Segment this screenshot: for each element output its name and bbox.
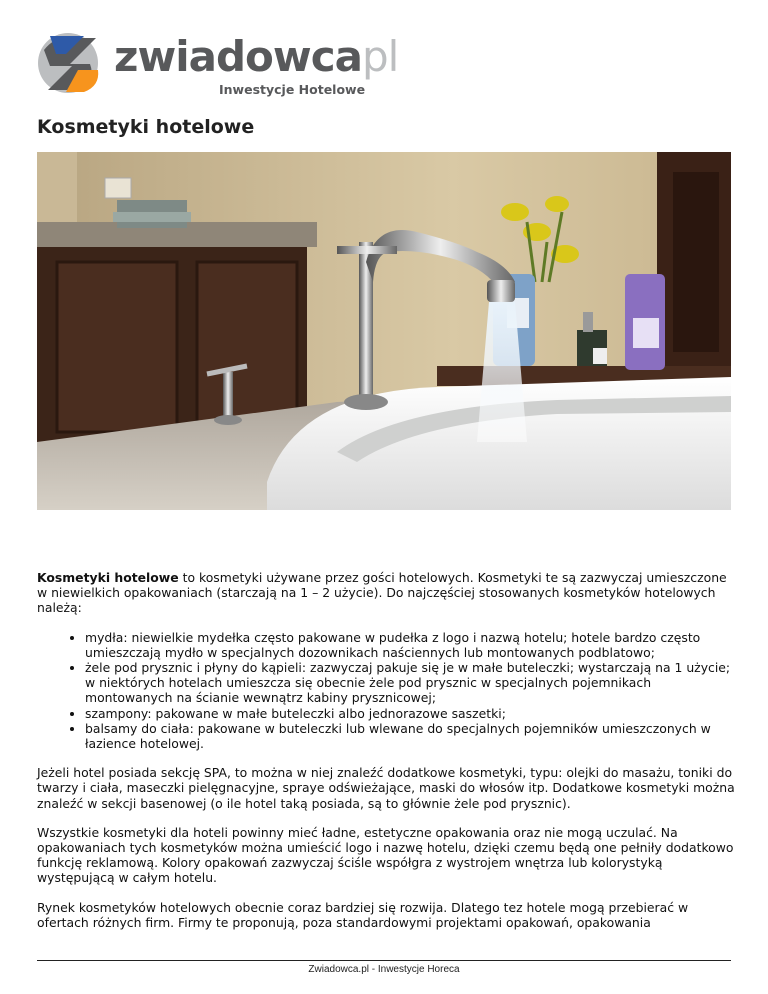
intro-text: to kosmetyki używane przez gości hotelowych. Kosmetyki te są zazwyczaj umieszczone w niewielkich opakowaniach (starczają na 1 – 2 użycie). Do najczęściej stosowanych kosmetyków hotelowych należą: [37, 570, 727, 616]
paragraph: Wszystkie kosmetyki dla hoteli powinny mieć ładne, estetyczne opakowania oraz nie mogą uczulać. Na opakowaniach tych kosmetyków można umieścić logo i nazwę hotelu, dzięki czemu będą one pełniły dodatkowo funkcję reklamową. Kolory opakowań zazwyczaj ściśle współgra z wystrojem wnętrza lub kolorystyką występującą w całym hotelu. [37, 824, 734, 886]
site-logo[interactable] [36, 30, 436, 100]
list-item: • mydła: niewielkie mydełka często pakowane w pudełka z logo i nazwą hotelu; hotele bardzo często umieszczają mydło w specjalnych dozownikach naściennych lub montowanych podblatowo; [85, 630, 737, 660]
page-footer: Zwiadowca.pl - Inwestycje Horeca [308, 964, 460, 975]
logo-mark-icon [36, 30, 106, 96]
article-body [37, 570, 737, 944]
intro-bold: Kosmetyki hotelowe [37, 570, 179, 585]
logo-tld: pl [361, 32, 399, 81]
logo-wordmark [114, 32, 399, 81]
paragraph: Rynek kosmetyków hotelowych obecnie coraz bardziej się rozwija. Dlatego tez hotele mogą przebierać w ofertach różnych firm. Firmy te proponują, poza standardowymi projektami opakowań, opakowania [37, 899, 689, 930]
cosmetics-list [37, 630, 737, 752]
footer-divider [37, 960, 731, 961]
list-item: • szampony: pakowane w małe buteleczki albo jednorazowe saszetki; [85, 706, 737, 721]
list-item: • żele pod prysznic i płyny do kąpieli: zazwyczaj pakuje się je w małe buteleczki; wystarczają na 1 użycie; w niektórych hotelach umieszcza się obecnie żele pod prysznic w specjalnych pojemnikach montowanych na ścianie wewnątrz kabiny prysznicowej; [85, 660, 737, 706]
paragraph: Jeżeli hotel posiada sekcję SPA, to można w niej znaleźć dodatkowe kosmetyki, typu: olejki do masażu, toniki do twarzy i ciała, maseczki pielęgnacyjne, spraye odświeżające, maski do włosów itp. Dodatkowe kosmetyki można znaleźć w sekcji basenowej (o ile hotel taką posiada, są to głównie żele pod prysznic). [37, 765, 735, 811]
list-item: • balsamy do ciała: pakowane w buteleczki lub wlewane do specjalnych pojemników umieszczonych w łazience hotelowej. [85, 721, 737, 751]
logo-subtitle: Inwestycje Hotelowe [219, 82, 366, 97]
page-title: Kosmetyki hotelowe [37, 116, 255, 138]
bathroom-faucet-image [37, 152, 731, 510]
logo-name: zwiadowca [114, 32, 362, 81]
intro-paragraph [37, 570, 737, 616]
